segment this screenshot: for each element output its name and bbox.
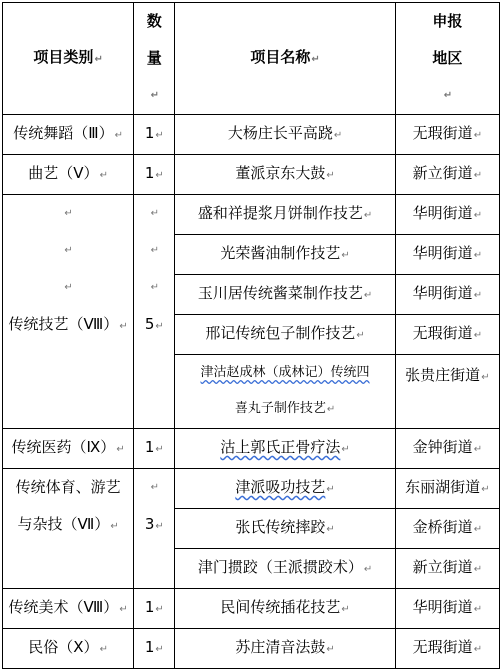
project-name-cell: 盛和祥提浆月饼制作技艺↵ [175, 195, 395, 235]
quantity-cell: ↵ 3↵ [134, 469, 175, 589]
header-region: 申报 地区 ↵ [395, 3, 499, 115]
project-name-cell: 董派京东大鼓↵ [175, 155, 395, 195]
region-cell: 金桥街道↵ [395, 509, 499, 549]
region-cell: 新立街道↵ [395, 155, 499, 195]
quantity-cell: 1↵ [134, 589, 175, 629]
region-cell: 金钟街道↵ [395, 429, 499, 469]
table-row [3, 629, 500, 669]
header-name: 项目名称↵ [175, 3, 395, 115]
table-row [3, 469, 500, 509]
region-cell: 张贵庄街道↵ [395, 355, 499, 429]
table-row [3, 429, 500, 469]
category-cell: 传统舞蹈（Ⅲ）↵ [3, 115, 134, 155]
table-row [3, 155, 500, 195]
project-name-cell: 邢记传统包子制作技艺↵ [175, 315, 395, 355]
category-cell: 传统美术（Ⅷ）↵ [3, 589, 134, 629]
project-name-cell: 大杨庄长平高跷↵ [175, 115, 395, 155]
header-quantity: 数 量 ↵ [134, 3, 175, 115]
table-row [3, 589, 500, 629]
project-name-cell: 民间传统插花技艺↵ [175, 589, 395, 629]
table-row [3, 195, 500, 235]
project-name-cell: 张氏传统摔跤↵ [175, 509, 395, 549]
project-name-cell: 苏庄清音法鼓↵ [175, 629, 395, 669]
table-header-row [3, 3, 500, 115]
quantity-cell: 1↵ [134, 429, 175, 469]
category-cell: ↵ ↵ ↵ 传统技艺（Ⅷ）↵ [3, 195, 134, 429]
heritage-projects-table [2, 2, 500, 669]
project-name-cell: 津沽赵成林（成林记）传统四 喜丸子制作技艺↵ [175, 355, 395, 429]
project-name-cell: 光荣酱油制作技艺↵ [175, 235, 395, 275]
table-row [3, 115, 500, 155]
quantity-cell: ↵ ↵ ↵ 5↵ [134, 195, 175, 429]
project-name-cell: 津门掼跤（王派掼跤术）↵ [175, 549, 395, 589]
quantity-cell: 1↵ [134, 115, 175, 155]
project-name-cell: 沽上郭氏正骨疗法↵ [175, 429, 395, 469]
region-cell: 无瑕街道↵ [395, 115, 499, 155]
region-cell: 东丽湖街道↵ [395, 469, 499, 509]
quantity-cell: 1↵ [134, 629, 175, 669]
region-cell: 无瑕街道↵ [395, 629, 499, 669]
region-cell: 华明街道↵ [395, 275, 499, 315]
region-cell: 华明街道↵ [395, 589, 499, 629]
region-cell: 华明街道↵ [395, 195, 499, 235]
region-cell: 华明街道↵ [395, 235, 499, 275]
region-cell: 无瑕街道↵ [395, 315, 499, 355]
header-category: 项目类别↵ [3, 3, 134, 115]
category-cell: 传统体育、游艺 与杂技（Ⅶ）↵ [3, 469, 134, 589]
category-cell: 曲艺（Ⅴ）↵ [3, 155, 134, 195]
quantity-cell: 1↵ [134, 155, 175, 195]
project-name-cell: 津派吸功技艺↵ [175, 469, 395, 509]
category-cell: 传统医药（Ⅸ）↵ [3, 429, 134, 469]
region-cell: 新立街道↵ [395, 549, 499, 589]
category-cell: 民俗（Ⅹ）↵ [3, 629, 134, 669]
project-name-cell: 玉川居传统酱菜制作技艺↵ [175, 275, 395, 315]
